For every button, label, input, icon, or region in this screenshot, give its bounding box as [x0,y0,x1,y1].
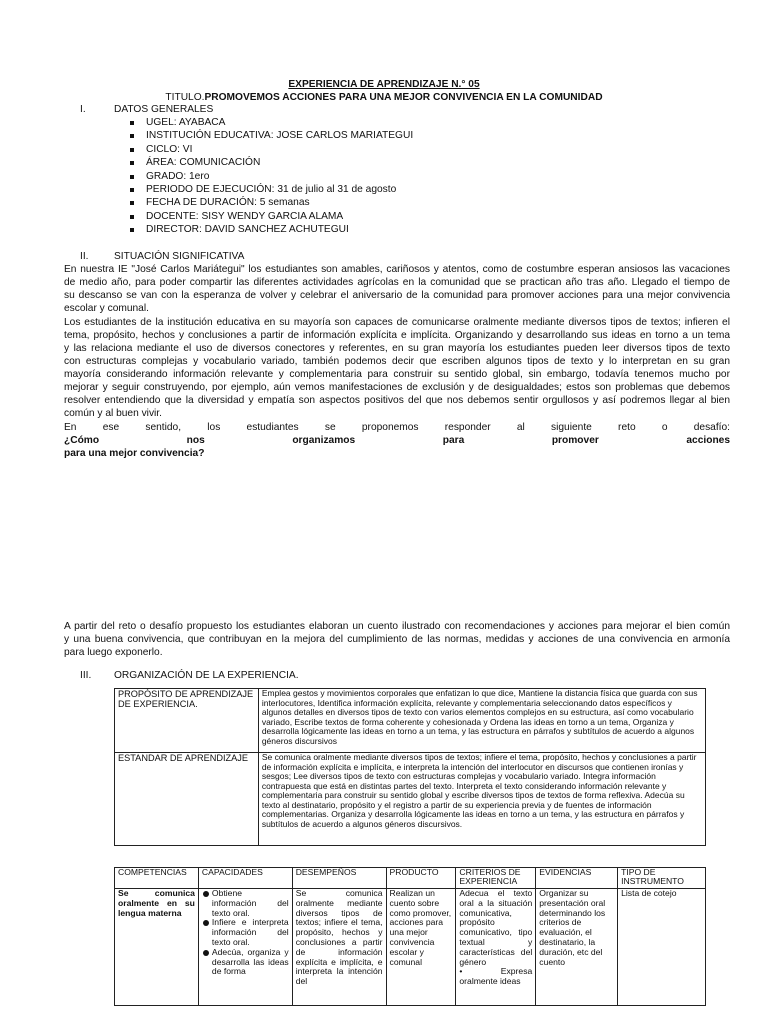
competencies-table [114,867,706,1006]
paragraph-line: resolver entendiendo que la diversidad y empatía son aspectos positivos del que nos debemos sentir orgullosos y así podremos llegar al bien [64,395,730,407]
paragraph-line: mejorar y seguir construyendo, por ejemplo, aún vemos manifestaciones de exclusión y de desigualdades; estos son problemas que debemos [64,381,730,393]
general-data-list [128,116,413,237]
subtitle-prefix: TITULO. [165,92,205,103]
section-1-heading: DATOS GENERALES [114,104,214,115]
column-header: COMPETENCIAS [115,868,199,889]
general-data-item: PERIODO DE EJECUCIÓN: 31 de julio al 31 de agosto [128,183,413,196]
column-header: TIPO DE INSTRUMENTO [618,868,706,889]
column-header: DESEMPEÑOS [292,868,386,889]
general-data-item: INSTITUCIÓN EDUCATIVA: JOSE CARLOS MARIATEGUI [128,129,413,142]
general-data-item: DIRECTOR: DAVID SANCHEZ ACHUTEGUI [128,223,413,236]
standard-label: ESTANDAR DE APRENDIZAJE [115,753,259,846]
situation-paragraph-1 [64,263,730,315]
paragraph-line: escolar y comunal. [64,303,149,315]
paragraph-line: común y al buen vivir. [64,408,162,420]
challenge-question [64,421,730,460]
general-data-item: CICLO: VI [128,143,413,156]
capacities-cell [198,889,292,1006]
challenge-intro: En ese sentido, los estudiantes se proponemos responder al siguiente reto o desafío: [64,421,730,433]
capacity-item: Adecúa, organiza y desarrolla las ideas de forma [202,948,289,977]
section-3-heading: ORGANIZACIÓN DE LA EXPERIENCIA. [114,670,299,681]
document-title: EXPERIENCIA DE APRENDIZAJE N.° 05 [288,79,480,90]
section-3-number: III. [80,670,92,681]
paragraph-line: tema, propósito, hechos y conclusiones a partir de información explícita e implícita. Organizando y desarrollando sus ideas en torno a un tema [64,329,730,341]
general-data-item: GRADO: 1ero [128,170,413,183]
paragraph-line: Los estudiantes de la institución educativa en su mayoría son capaces de comunicarse oralmente mediante diversos tipos de textos; infieren el [64,316,730,328]
general-data-item: FECHA DE DURACIÓN: 5 semanas [128,196,413,209]
column-header: CAPACIDADES [198,868,292,889]
situation-paragraph-4 [64,620,730,659]
column-header: EVIDENCIAS [536,868,618,889]
general-data-item: UGEL: AYABACA [128,116,413,129]
general-data-item: ÁREA: COMUNICACIÓN [128,156,413,169]
instrument-cell: Lista de cotejo [618,889,706,1006]
paragraph-line: su descanso se van con la esperanza de volver y celebrar el aniversario de la comunidad para promover acciones para una mejor convivencia [64,290,730,302]
subtitle-text: PROMOVEMOS ACCIONES PARA UNA MEJOR CONVIVENCIA EN LA COMUNIDAD [204,92,603,103]
paragraph-line: A partir del reto o desafío propuesto los estudiantes elaboran un cuento ilustrado con recomendaciones y acciones para mejorar el bien común [64,621,730,632]
capacity-item: Obtiene información del texto oral. [202,889,289,918]
paragraph-line: mayoría considerando información relevante y complementaria para construir su sentido global, sin embargo, todavía tenemos mucho por [64,368,730,380]
paragraph-line: para luego exponerlo. [64,647,163,659]
paragraph-line [64,447,730,460]
challenge-question-bold: para una mejor convivencia? [64,447,205,459]
paragraph-line: En nuestra IE "José Carlos Mariátegui" los estudiantes son amables, cariñosos y atentos, como de costumbre esperan ansiosos las vacaciones [64,264,730,275]
section-1-number: I. [80,104,86,115]
table-row [115,689,706,753]
paragraph-line: y las relaciona mediante el uso de diversos conectores y referentes, en su gran mayoría los estudiantes pueden leer diversos tipos de texto [64,342,730,354]
purpose-standard-table [114,688,706,846]
table-row [115,753,706,846]
situation-paragraph-2 [64,316,730,421]
column-header: PRODUCTO [386,868,456,889]
performance-cell: Se comunica oralmente mediante diversos tipos de textos; infiere el tema, propósito, hechos y conclusiones a partir de información explícita e implícita, e interpreta la intención del [292,889,386,1006]
criteria-item: • Expresa oralmente ideas [459,966,533,987]
column-header: CRITERIOS DE EXPERIENCIA [456,868,536,889]
paragraph-line: y una buena convivencia, que contribuyan en la mejora del cumplimiento de las normas, medidas y acciones de una convivencia en armonía [64,634,730,646]
criteria-cell [456,889,536,1006]
product-cell: Realizan un cuento sobre como promover, acciones para una mejor convivencia escolar y comunal [386,889,456,1006]
competency-cell: Se comunica oralmente en su lengua materna [115,889,199,1006]
standard-text: Se comunica oralmente mediante diversos tipos de textos; infiere el tema, propósito, hechos y conclusiones a partir de información explícita e implícita, e interpreta la intención del interlocutor en discursos que contienen ironías y sesgos; Lee diversos tipos de texto con estructuras complejas y vocabulario variado. Integra información contrapuesta que está en distintas partes del texto. Interpreta el texto considerando información relevante y complementaria para construir su sentido global y escribe diversos tipos de textos de forma reflexiva. Adecúa su texto al destinatario, propósito y el registro a partir de su experiencia previa y de fuentes de información complementarias. Organiza y desarrolla lógicamente las ideas en torno a un tema, y las estructura en párrafos y subtítulos de acuerdo a algunos géneros discursivos. [258,753,705,846]
challenge-question-bold: ¿Cómo nos organizamos para promover acciones [64,434,730,446]
table-row [115,889,706,1006]
purpose-text: Emplea gestos y movimientos corporales que enfatizan lo que dice, Mantiene la distancia física que guarda con sus interlocutores, Identifica información explícita, relevante y complementaria seleccionando datos específicos y algunos detalles en diversos tipos de texto con varios elementos complejos en su estructura, así como vocabulario variado, Escribe textos de forma coherente y cohesionada y Ordena las ideas en torno a un tema, Organiza y desarrolla lógicamente las ideas en torno a un tema, y las estructura en párrafos y subtítulos de acuerdo a algunos géneros discursivos [258,689,705,753]
paragraph-line: de medio año, para poder compartir las diferentes actividades agrícolas en la comunidad que se practican año tras año. Llegado el tiempo de [64,277,730,289]
evidence-cell: Organizar su presentación oral determinando los criterios de evaluación, el destinatario, la duración, etc del cuento [536,889,618,1006]
table-header-row [115,868,706,889]
purpose-label: PROPÓSITO DE APRENDIZAJE DE EXPERIENCIA. [115,689,259,753]
section-2-heading: SITUACIÓN SIGNIFICATIVA [114,251,245,262]
paragraph-line [64,421,730,447]
criteria-item: Adecua el texto oral a la situación comunicativa, propósito comunicativo, tipo textual y características del género [459,888,533,967]
general-data-item: DOCENTE: SISY WENDY GARCIA ALAMA [128,210,413,223]
capacity-item: Infiere e interpreta información del texto oral. [202,918,289,947]
paragraph-line: con estructuras complejas y vocabulario variado, también podemos decir que escriben algunos tipos de texto y lo interpretan en su gran [64,355,730,367]
section-2-number: II. [80,251,89,262]
